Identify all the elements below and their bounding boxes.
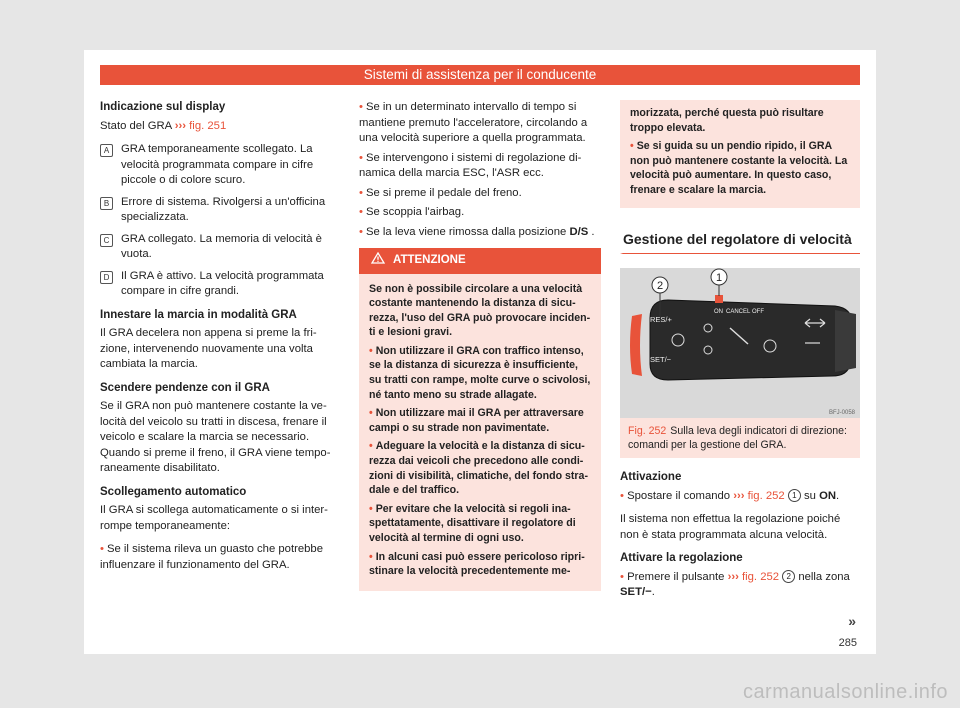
bullet-item: • Se scoppia l'airbag. xyxy=(359,206,465,218)
warning-intro: Se non è possibile circolare a una velocità costante mantenendo la distanza di sicurezza, l'uso del GRA può provocare incidenti e lesioni gravi. xyxy=(369,282,591,339)
heading-regulation: Attivare la regolazione xyxy=(620,552,743,565)
callout-2 xyxy=(652,277,668,293)
list-item: C GRA collegato. La memoria di velocità è vuota. xyxy=(100,232,338,263)
bullet-dot-icon: • xyxy=(630,140,634,153)
bullet-item: • Premere il pulsante ››› fig. 252 2 nella zona SET/−. xyxy=(620,570,850,599)
res-label: RES/+ xyxy=(650,315,672,325)
status-line: Stato del GRA ››› fig. 251 xyxy=(100,119,227,132)
letter-badge: A xyxy=(100,144,113,157)
warning-box xyxy=(359,248,601,591)
callout-ref-1: 1 xyxy=(788,489,801,502)
warning-bullet: • Non utilizzare mai il GRA per attraversare campi o su strade non pavimentate. xyxy=(369,407,584,434)
column-1 xyxy=(100,100,338,577)
warning-continuation: morizzata, perché questa può risultare troppo elevata. • Se si guida su un pendio ripido, il GRA non può mantenere costante la velocità. La velocità può aumentare. In questo caso, frenare e scalare la marcia. xyxy=(620,100,860,208)
on-label: ON xyxy=(714,309,723,316)
list-item: D Il GRA è attivo. La velocità programmata compare in cifre grandi. xyxy=(100,269,338,300)
bullet-dot-icon: • xyxy=(620,570,628,583)
column-2 xyxy=(359,100,601,591)
warning-triangle-icon xyxy=(371,252,385,270)
on-button-label: ON xyxy=(819,489,837,502)
page-number: 285 xyxy=(838,637,857,649)
warning-bullet: • Adeguare la velocità e la distanza di sicurezza dai veicoli che precedono alle condizioni di visibilità, climatiche, del fondo stradale e del traffico. xyxy=(369,440,588,497)
continue-marker: » xyxy=(848,613,856,629)
lever-diagram xyxy=(620,268,860,418)
bullet-dot-icon: • xyxy=(359,186,363,199)
warning-bullet: • In alcuni casi può essere pericoloso ripristinare la velocità precedentemente me- xyxy=(369,550,585,578)
heading-activation: Attivazione xyxy=(620,471,682,484)
column-3 xyxy=(620,100,860,609)
bullet-dot-icon: • xyxy=(369,407,373,420)
set-button-label: SET/− xyxy=(620,586,652,599)
bullet-dot-icon: • xyxy=(359,206,363,218)
bullet-item: • Spostare il comando ››› fig. 252 1 su ON. xyxy=(620,489,840,502)
figure-lever-illustration xyxy=(620,268,860,418)
bullet-dot-icon: • xyxy=(369,502,373,515)
bullet-dot-icon: • xyxy=(620,489,628,502)
off-label: OFF xyxy=(752,309,764,316)
heading-gear: Innestare la marcia in modalità GRA xyxy=(100,308,297,321)
page-header: Sistemi di assistenza per il conducente xyxy=(100,65,860,85)
position-code: D/S xyxy=(569,225,589,238)
bullet-dot-icon: • xyxy=(359,225,363,238)
warning-bullet: • Non utilizzare il GRA con traffico intenso, se la distanza di sicurezza è insufficiente, su tratti con rampe, molte curve o scivolosi, né tanto meno su strade allagate. xyxy=(369,344,591,401)
callout-1 xyxy=(711,269,727,285)
figure-code: BFJ-0058 xyxy=(828,410,855,417)
paragraph: Il GRA decelera non appena si preme la frizione, intervenendo nuovamente una volta cambiata la marcia. xyxy=(100,327,317,370)
list-item: B Errore di sistema. Rivolgersi a un'officina specializzata. xyxy=(100,195,338,226)
letter-badge: C xyxy=(100,234,113,247)
svg-text:1: 1 xyxy=(715,272,723,285)
warning-bullet: • Se si guida su un pendio ripido, il GRA non può mantenere costante la velocità. La velocità può aumentare. In questo caso, frenare e scalare la marcia. xyxy=(630,140,848,196)
bullet-dot-icon: • xyxy=(100,543,104,555)
bullet-dot-icon: • xyxy=(369,550,373,563)
letter-badge: B xyxy=(100,197,113,210)
bullet-dot-icon: • xyxy=(369,344,373,357)
heading-auto-off: Scollegamento automatico xyxy=(100,485,247,498)
bullet-item: • Se si preme il pedale del freno. xyxy=(359,186,522,199)
bullet-dot-icon: • xyxy=(359,151,363,164)
bullet-item: • Se la leva viene rimossa dalla posizione D/S . xyxy=(359,225,595,238)
figure-link[interactable]: ››› fig. 251 xyxy=(174,119,227,132)
figure-link[interactable]: ››› fig. 252 xyxy=(727,570,780,583)
bullet-item: • Se il sistema rileva un guasto che potrebbe influenzare il funzionamento del GRA. xyxy=(100,543,323,571)
svg-text:2: 2 xyxy=(656,280,664,293)
set-label: SET/− xyxy=(650,355,672,365)
bullet-item: • Se in un determinato intervallo di tempo si mantiene premuto l'acceleratore, circolando a una velocità superiore a quella programmata. xyxy=(359,101,588,144)
callout-ref-2: 2 xyxy=(782,570,795,583)
figure-caption: Fig. 252 Sulla leva degli indicatori di direzione: comandi per la gestione del GRA. xyxy=(620,418,860,458)
list-item: A GRA temporaneamente scollegato. La velocità programmata compare in cifre piccole o di colore scuro. xyxy=(100,142,338,189)
bullet-dot-icon: • xyxy=(369,440,373,453)
warning-title: ATTENZIONE xyxy=(359,248,601,274)
section-title: Gestione del regolatore di velocità xyxy=(620,232,860,255)
bullet-item: • Se intervengono i sistemi di regolazione dinamica della marcia ESC, l'ASR ecc. xyxy=(359,151,582,179)
warning-bullet: • Per evitare che la velocità si regoli inaspettatamente, disattivare il regolatore di velocità al termine di ogni uso. xyxy=(369,502,576,544)
paragraph: Il GRA si scollega automaticamente o si interrompe temporaneamente: xyxy=(100,504,328,532)
paragraph: Se il GRA non può mantenere costante la velocità del veicolo su tratti in discesa, frenare il veicolo e scalare la marcia se necessario. Quando si preme il freno, il GRA viene temporaneamente disabilitato. xyxy=(100,400,331,474)
cancel-label: CANCEL xyxy=(726,309,751,316)
paragraph: Il sistema non effettua la regolazione poiché non è stata programmata alcuna velocità. xyxy=(620,513,841,541)
warning-body xyxy=(359,274,601,591)
caption-label: Fig. 252 xyxy=(628,425,667,438)
bullet-dot-icon: • xyxy=(359,101,363,113)
letter-badge: D xyxy=(100,271,113,284)
watermark: carmanualsonline.info xyxy=(742,681,948,703)
figure-link[interactable]: ››› fig. 252 xyxy=(733,489,785,502)
heading-slopes: Scendere pendenze con il GRA xyxy=(100,381,270,394)
heading-display: Indicazione sul display xyxy=(100,101,226,113)
